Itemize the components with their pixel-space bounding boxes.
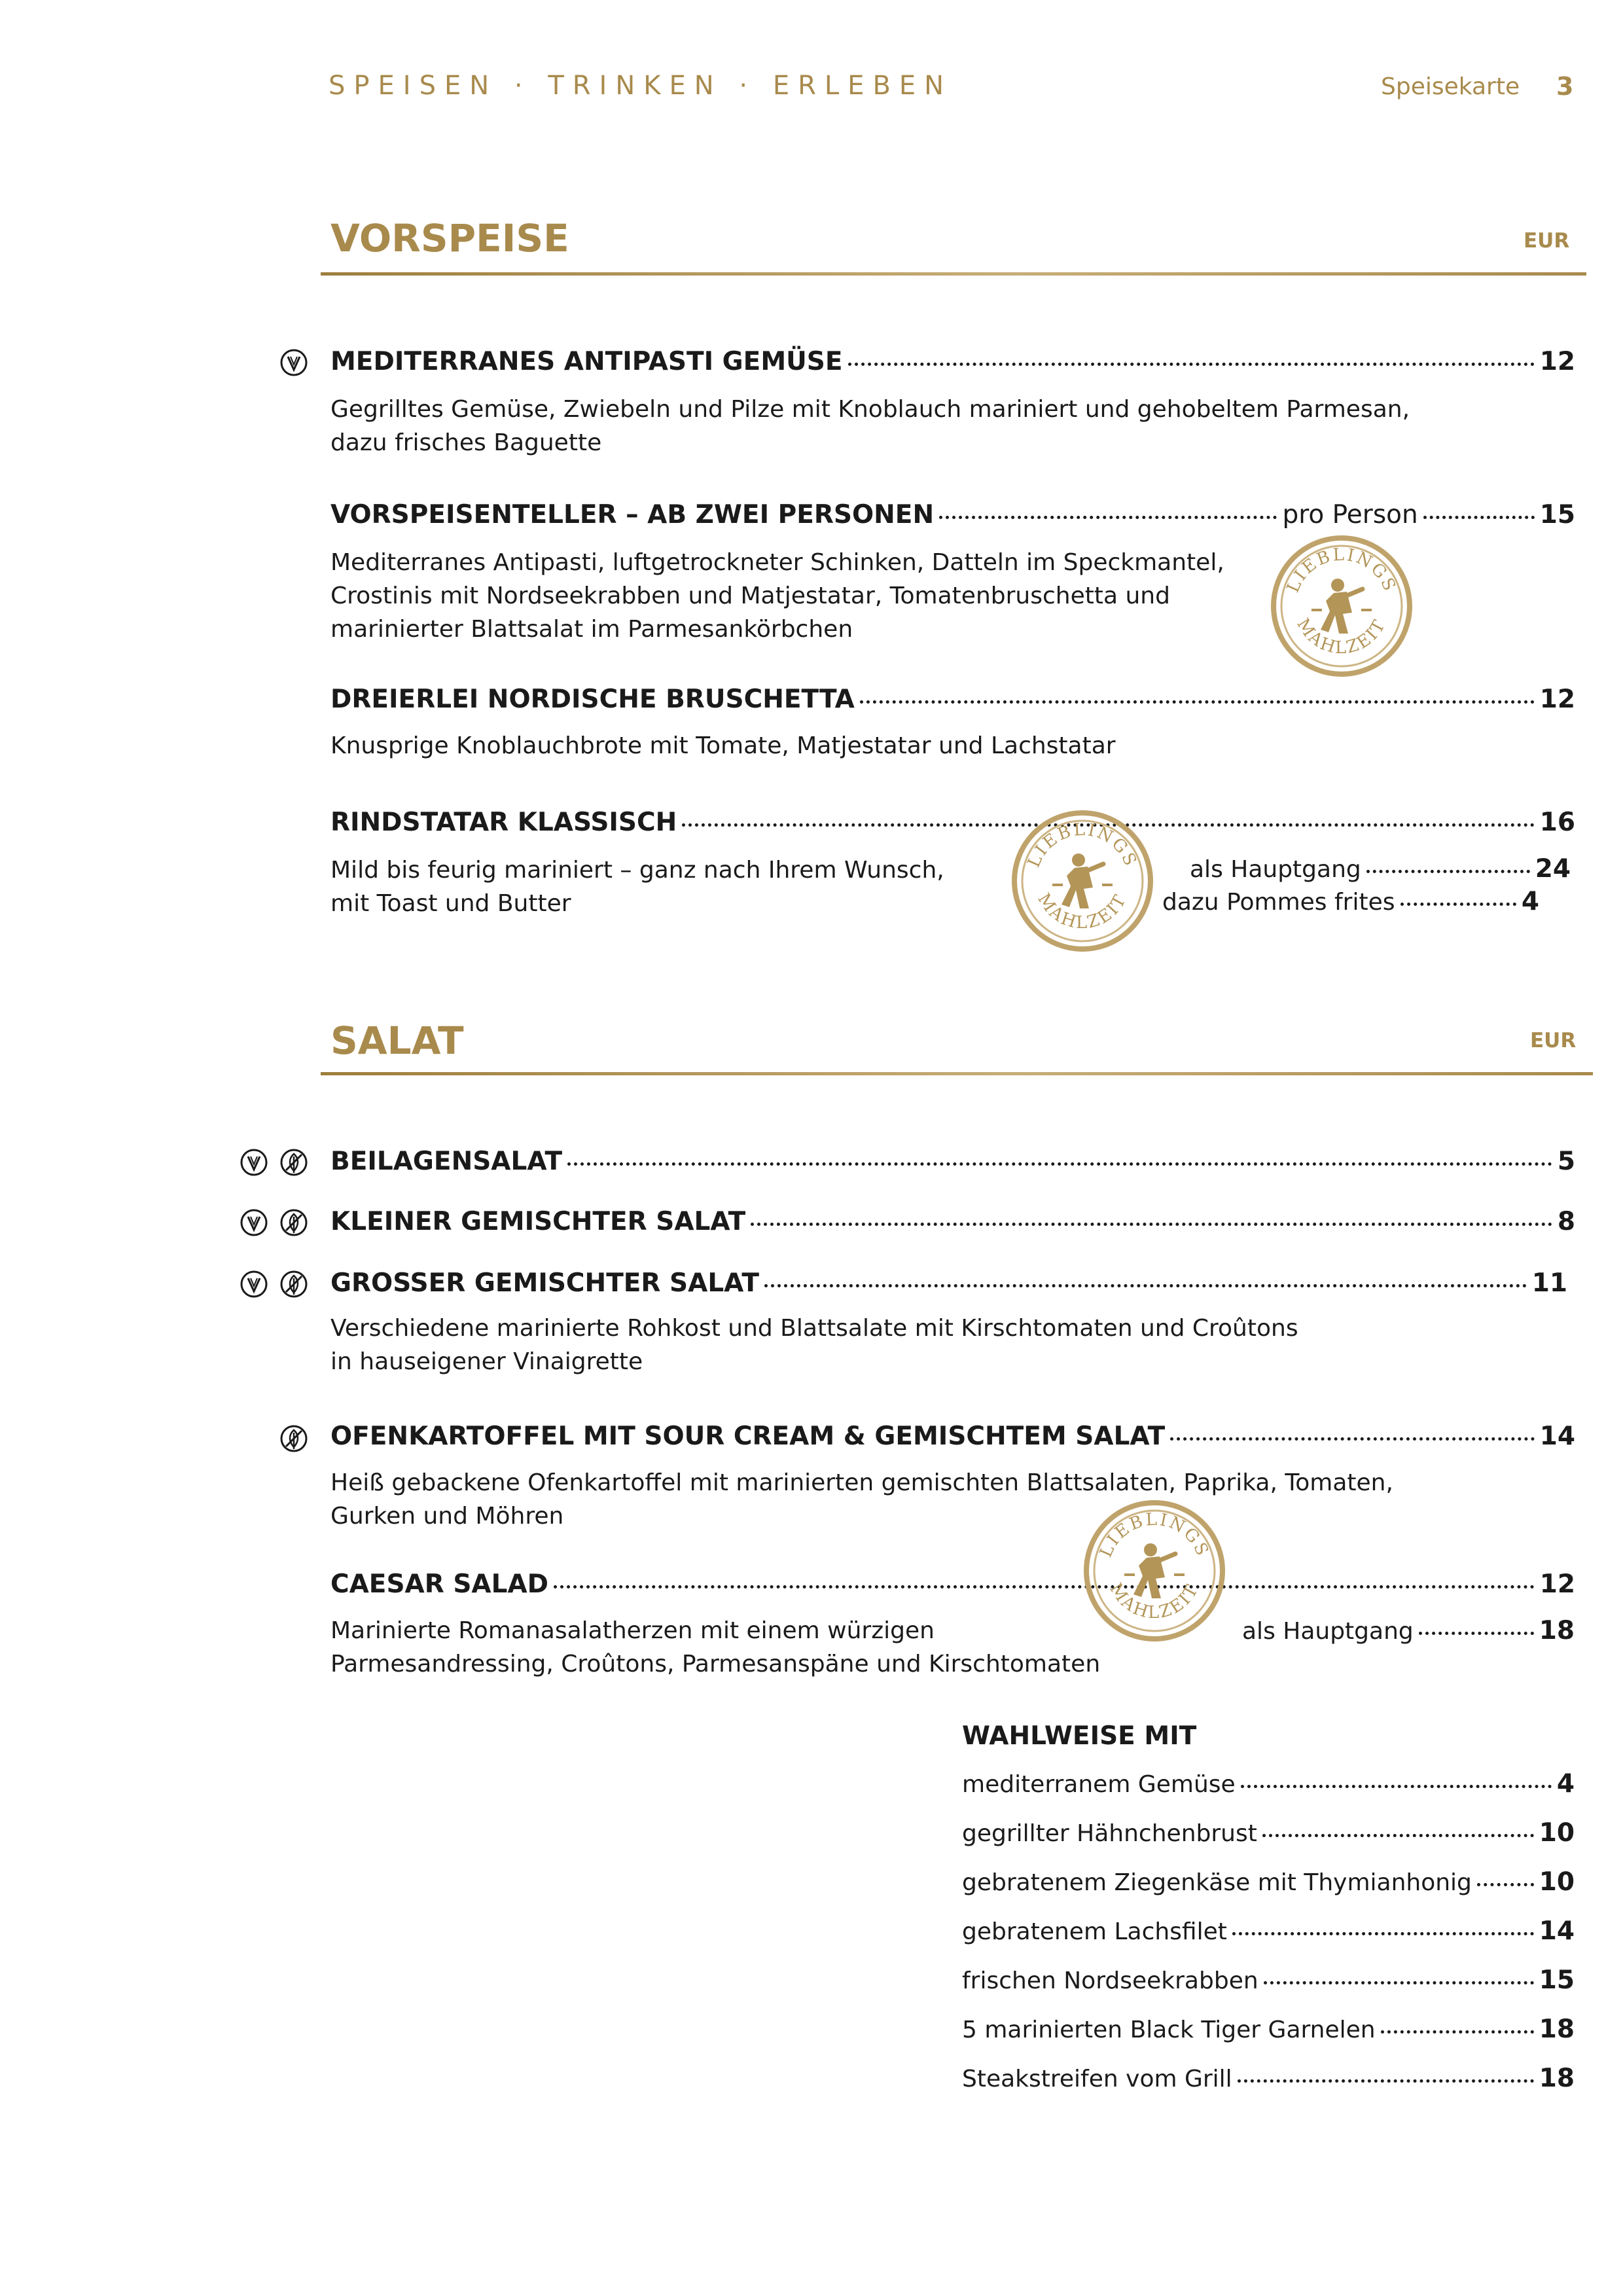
item-price: 11	[1531, 1268, 1567, 1298]
dot-leader	[1170, 1437, 1535, 1441]
extra-price: 24	[1535, 854, 1571, 884]
page-label: Speisekarte	[1381, 73, 1520, 100]
description-line: Parmesandressing, Croûtons, Parmesanspäne und Kirschtomaten	[330, 1651, 1101, 1677]
item-price: 12	[1539, 685, 1575, 714]
option-label: gebratenem Ziegenkäse mit Thymianhonig	[962, 1869, 1472, 1896]
extra-price: 18	[1539, 1616, 1575, 1645]
header-tagline: SPEISEN · TRINKEN · ERLEBEN	[329, 71, 953, 101]
description-line: Mediterranes Antipasti, luftgetrockneter Schinken, Datteln im Speckmantel,	[330, 549, 1224, 576]
option-row	[962, 1770, 1575, 1799]
item-price: 12	[1539, 1570, 1575, 1599]
description-line: Crostinis mit Nordseekrabben und Matjestatar, Tomatenbruschetta und	[330, 583, 1170, 609]
option-price: 15	[1539, 1965, 1575, 1995]
dot-leader	[860, 700, 1535, 704]
menu-item-bruschetta	[330, 685, 1575, 715]
dot-leader	[1366, 870, 1530, 873]
item-description	[330, 729, 1116, 762]
description-line: dazu frisches Baguette	[330, 429, 602, 456]
option-label: gegrillter Hähnchenbrust	[962, 1820, 1257, 1847]
option-price: 18	[1539, 2015, 1575, 2044]
section-divider-salat	[321, 1072, 1593, 1075]
item-price: 14	[1539, 1422, 1575, 1451]
item-price: 16	[1539, 808, 1575, 837]
options-title	[962, 1721, 1196, 1751]
dot-leader	[554, 1585, 1535, 1588]
description-line: Marinierte Romanasalatherzen mit einem würzigen	[330, 1617, 935, 1644]
option-label: mediterranem Gemüse	[962, 1771, 1236, 1798]
vegetarian-icon	[240, 1148, 268, 1177]
dot-leader	[1232, 1932, 1534, 1935]
dot-leader	[751, 1223, 1552, 1226]
item-description	[330, 1614, 1100, 1681]
option-label: frischen Nordseekrabben	[962, 1967, 1258, 1994]
menu-item-antipasti	[330, 347, 1575, 377]
item-name: DREIERLEI NORDISCHE BRUSCHETTA	[330, 685, 855, 714]
item-description	[330, 853, 944, 920]
options-title-text: WAHLWEISE MIT	[962, 1721, 1197, 1751]
menu-item-caesar-salad	[330, 1570, 1575, 1600]
option-label: gebratenem Lachsfilet	[962, 1918, 1227, 1945]
vegetarian-icon	[240, 1270, 268, 1299]
dot-leader	[1419, 1632, 1534, 1635]
vegetarian-icon	[240, 1208, 268, 1237]
vegan-icon	[279, 1424, 308, 1453]
menu-item-vorspeisenteller	[330, 500, 1575, 530]
currency-label-salat: EUR	[1530, 1029, 1577, 1052]
option-row	[962, 1819, 1575, 1848]
menu-item-beilagensalat	[330, 1147, 1575, 1177]
dot-leader	[1238, 2079, 1534, 2083]
dot-leader	[1381, 2030, 1534, 2034]
vegan-icon	[279, 1208, 308, 1237]
lieblings-mahlzeit-stamp-icon	[1270, 534, 1414, 678]
currency-label-vorspeise: EUR	[1524, 229, 1570, 253]
option-row	[962, 1966, 1575, 1996]
item-name: GROSSER GEMISCHTER SALAT	[330, 1268, 759, 1298]
description-line: Mild bis feurig mariniert – ganz nach Ihrem Wunsch,	[330, 857, 944, 884]
option-row	[962, 2015, 1575, 2045]
lieblings-mahlzeit-stamp-icon	[1082, 1499, 1226, 1643]
option-price: 14	[1539, 1916, 1575, 1946]
dot-leader	[764, 1284, 1527, 1287]
description-line: marinierter Blattsalat im Parmesankörbchen	[330, 616, 853, 643]
item-description	[330, 1312, 1298, 1378]
extra-label: dazu Pommes frites	[1162, 889, 1395, 916]
extra-price: 4	[1521, 887, 1539, 916]
extra-price-row	[1242, 1617, 1575, 1646]
option-price: 18	[1539, 2064, 1575, 2093]
menu-item-ofenkartoffel	[330, 1422, 1575, 1452]
menu-item-rindstatar	[330, 808, 1575, 838]
description-line: Knusprige Knoblauchbrote mit Tomate, Matjestatar und Lachstatar	[330, 732, 1116, 759]
section-title-vorspeise: VORSPEISE	[330, 216, 569, 260]
option-label: 5 marinierten Black Tiger Garnelen	[962, 2017, 1376, 2043]
section-divider-vorspeise	[321, 272, 1586, 276]
item-price: 8	[1557, 1207, 1575, 1236]
option-row	[962, 1868, 1575, 1897]
option-price: 10	[1539, 1818, 1575, 1848]
option-price: 4	[1556, 1769, 1575, 1799]
description-line: in hauseigener Vinaigrette	[330, 1348, 643, 1375]
page-number: 3	[1556, 72, 1574, 101]
options-list	[962, 1770, 1575, 2094]
dot-leader	[567, 1162, 1552, 1166]
description-line: Gurken und Möhren	[330, 1503, 564, 1530]
item-name: MEDITERRANES ANTIPASTI GEMÜSE	[330, 347, 843, 376]
item-name: VORSPEISENTELLER – AB ZWEI PERSONEN	[330, 500, 935, 529]
item-price: 15	[1539, 500, 1575, 529]
option-row	[962, 1917, 1575, 1946]
dot-leader	[1423, 516, 1535, 519]
description-line: Heiß gebackene Ofenkartoffel mit marinierten gemischten Blattsalaten, Paprika, Tomaten,	[330, 1469, 1393, 1496]
item-description	[330, 393, 1410, 459]
extra-label: als Hauptgang	[1242, 1618, 1414, 1645]
dot-leader	[848, 363, 1535, 366]
vegan-icon	[279, 1148, 308, 1177]
option-row	[962, 2064, 1575, 2094]
description-line: Verschiedene marinierte Rohkost und Blattsalate mit Kirschtomaten und Croûtons	[330, 1315, 1298, 1342]
dot-leader	[939, 516, 1277, 519]
item-price: 12	[1539, 347, 1575, 376]
menu-item-grosser-salat	[330, 1268, 1567, 1299]
lieblings-mahlzeit-stamp-icon	[1010, 809, 1154, 953]
item-description	[330, 546, 1224, 646]
vegetarian-icon	[279, 348, 308, 377]
item-name: RINDSTATAR KLASSISCH	[330, 808, 677, 837]
option-price: 10	[1539, 1867, 1575, 1897]
item-price: 5	[1557, 1147, 1575, 1176]
dot-leader	[1400, 903, 1516, 906]
item-name: CAESAR SALAD	[330, 1570, 549, 1599]
item-name: KLEINER GEMISCHTER SALAT	[330, 1207, 746, 1236]
option-label: Steakstreifen vom Grill	[962, 2066, 1232, 2092]
menu-item-kleiner-salat	[330, 1207, 1575, 1237]
description-line: mit Toast und Butter	[330, 890, 571, 917]
description-line: Gegrilltes Gemüse, Zwiebeln und Pilze mit Knoblauch mariniert und gehobeltem Parmesan,	[330, 396, 1410, 423]
item-name: BEILAGENSALAT	[330, 1147, 563, 1176]
dot-leader	[1264, 1981, 1534, 1984]
item-description	[330, 1466, 1393, 1533]
dot-leader	[1241, 1785, 1552, 1788]
extra-price-row	[1190, 855, 1571, 884]
item-name: OFENKARTOFFEL MIT SOUR CREAM & GEMISCHTEM SALAT	[330, 1422, 1166, 1451]
dot-leader	[1477, 1883, 1534, 1886]
extra-price-row	[1162, 888, 1539, 917]
section-title-salat: SALAT	[330, 1018, 464, 1063]
extra-label: als Hauptgang	[1190, 856, 1361, 883]
item-unit: pro Person	[1282, 500, 1418, 529]
vegan-icon	[279, 1270, 308, 1299]
dot-leader	[1262, 1834, 1534, 1837]
